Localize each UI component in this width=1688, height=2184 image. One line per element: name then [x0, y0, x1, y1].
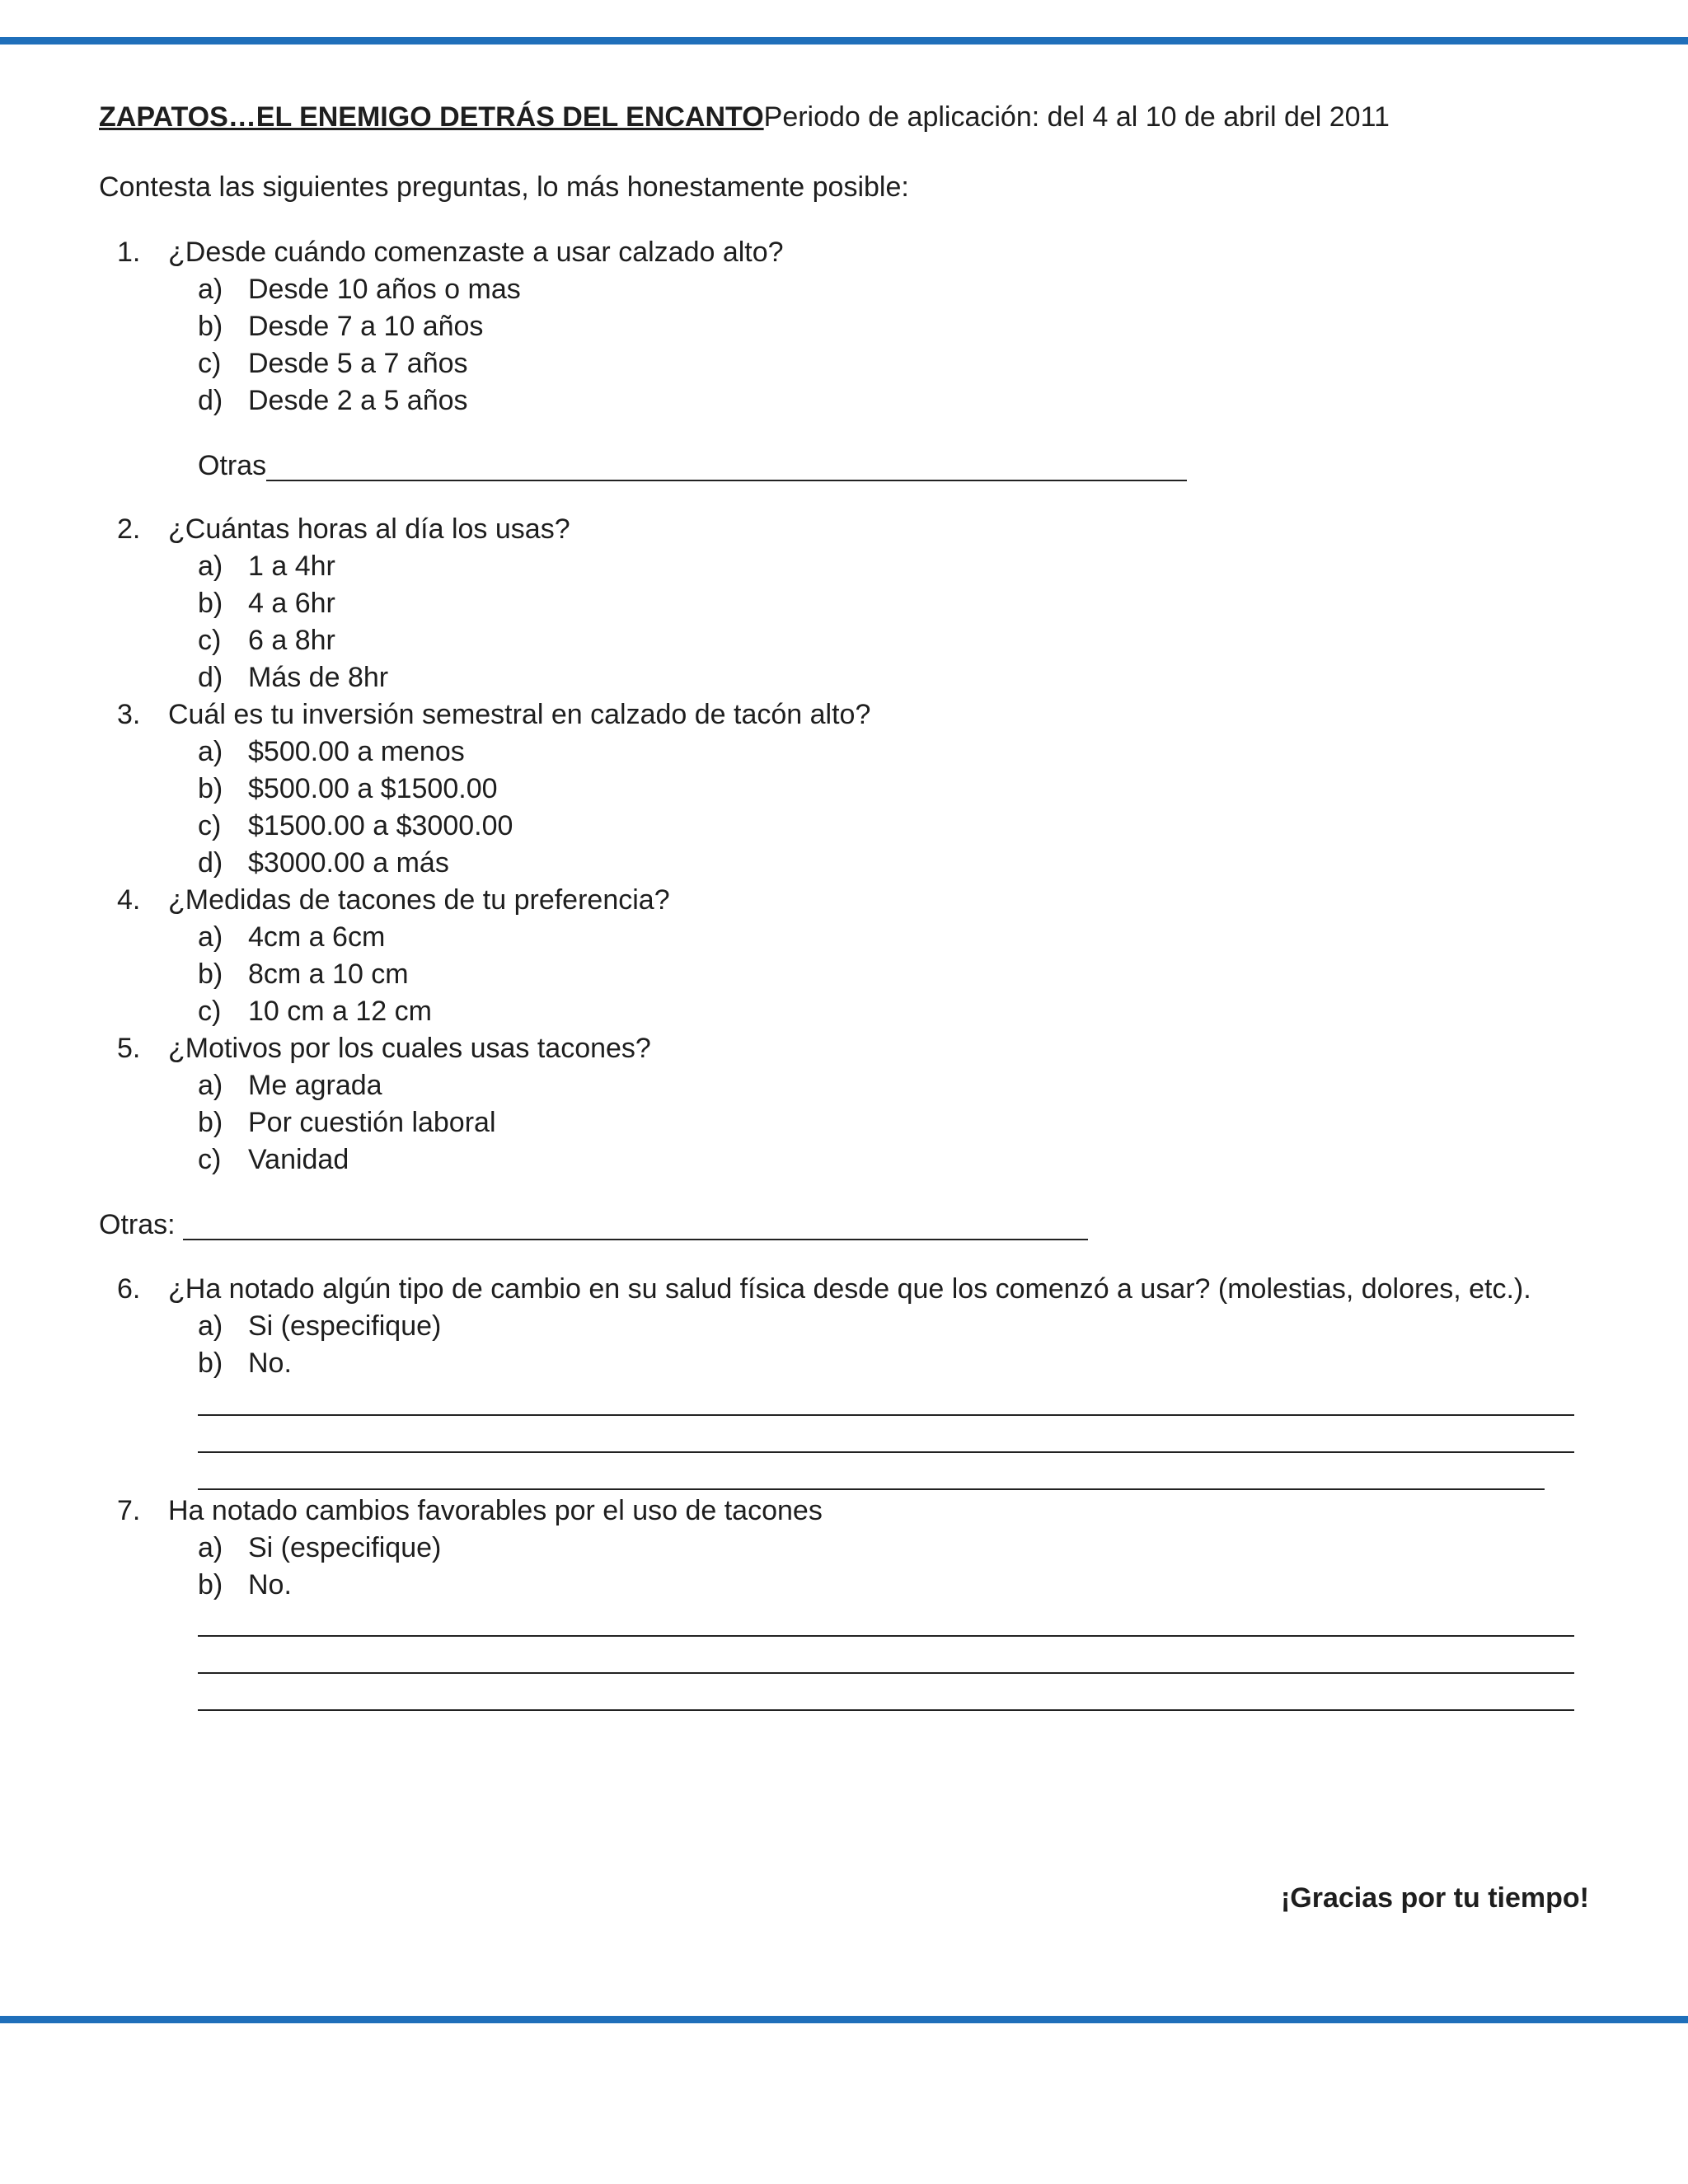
instructions: Contesta las siguientes preguntas, lo más honestamente posible: — [99, 171, 909, 203]
question-3-text: Cuál es tu inversión semestral en calzado de tacón alto? — [168, 699, 871, 730]
q4-option-a[interactable]: 4cm a 6cm — [248, 921, 386, 953]
q5-other-answer-line[interactable] — [183, 1239, 1088, 1240]
q3-option-c-letter: c) — [198, 810, 222, 841]
q2-option-d[interactable]: Más de 8hr — [248, 662, 389, 693]
q6-option-b[interactable]: No. — [248, 1347, 292, 1379]
document-header — [99, 99, 1390, 136]
bottom-rule — [0, 2016, 1688, 2023]
q6-option-b-letter: b) — [198, 1347, 223, 1379]
q1-other-answer-line[interactable] — [266, 480, 1187, 481]
q1-option-b-letter: b) — [198, 311, 223, 342]
q5-option-b-letter: b) — [198, 1107, 223, 1138]
q6-option-a-letter: a) — [198, 1310, 223, 1342]
q7-option-a-letter: a) — [198, 1532, 223, 1563]
q3-option-d[interactable]: $3000.00 a más — [248, 847, 449, 879]
q4-option-b[interactable]: 8cm a 10 cm — [248, 958, 409, 990]
q2-option-a-letter: a) — [198, 551, 223, 582]
question-4-number: 4. — [117, 884, 141, 916]
q4-option-b-letter: b) — [198, 958, 223, 990]
q4-option-c[interactable]: 10 cm a 12 cm — [248, 996, 432, 1027]
top-rule — [0, 37, 1688, 45]
q1-option-b[interactable]: Desde 7 a 10 años — [248, 311, 484, 342]
q2-option-b[interactable]: 4 a 6hr — [248, 588, 335, 619]
q7-option-a[interactable]: Si (especifique) — [248, 1532, 442, 1563]
q2-option-d-letter: d) — [198, 662, 223, 693]
document-title: ZAPATOS…EL ENEMIGO DETRÁS DEL ENCANTO — [99, 101, 764, 133]
question-7-number: 7. — [117, 1495, 141, 1526]
question-2-number: 2. — [117, 513, 141, 545]
question-4-text: ¿Medidas de tacones de tu preferencia? — [168, 884, 670, 916]
q6-option-a[interactable]: Si (especifique) — [248, 1310, 442, 1342]
q3-option-a[interactable]: $500.00 a menos — [248, 736, 465, 767]
question-3-number: 3. — [117, 699, 141, 730]
question-1-number: 1. — [117, 237, 141, 268]
q1-option-d-letter: d) — [198, 385, 223, 416]
q7-option-b[interactable]: No. — [248, 1569, 292, 1601]
question-7-text: Ha notado cambios favorables por el uso de tacones — [168, 1495, 823, 1526]
q5-option-c-letter: c) — [198, 1144, 222, 1175]
q2-option-c-letter: c) — [198, 625, 222, 656]
q3-option-c[interactable]: $1500.00 a $3000.00 — [248, 810, 513, 841]
q3-option-d-letter: d) — [198, 847, 223, 879]
question-2-text: ¿Cuántas horas al día los usas? — [168, 513, 570, 545]
q5-option-b[interactable]: Por cuestión laboral — [248, 1107, 496, 1138]
q4-option-a-letter: a) — [198, 921, 223, 953]
q1-option-c[interactable]: Desde 5 a 7 años — [248, 348, 468, 379]
q2-option-b-letter: b) — [198, 588, 223, 619]
q1-option-a-letter: a) — [198, 274, 223, 305]
question-5-number: 5. — [117, 1033, 141, 1064]
q5-option-a[interactable]: Me agrada — [248, 1070, 382, 1101]
q7-answer-line-2[interactable] — [198, 1672, 1574, 1674]
q1-option-d[interactable]: Desde 2 a 5 años — [248, 385, 468, 416]
q3-option-a-letter: a) — [198, 736, 223, 767]
q1-other-label: Otras — [198, 450, 267, 481]
q6-answer-line-2[interactable] — [198, 1451, 1574, 1453]
q7-answer-line-3[interactable] — [198, 1709, 1574, 1711]
q3-option-b-letter: b) — [198, 773, 223, 804]
q5-other-label: Otras: — [99, 1209, 176, 1240]
application-period: Periodo de aplicación: del 4 al 10 de abril del 2011 — [763, 101, 1390, 133]
question-6-text: ¿Ha notado algún tipo de cambio en su salud física desde que los comenzó a usar? (molestias, dolores, etc.). — [168, 1273, 1531, 1305]
q4-option-c-letter: c) — [198, 996, 222, 1027]
q2-option-a[interactable]: 1 a 4hr — [248, 551, 335, 582]
q3-option-b[interactable]: $500.00 a $1500.00 — [248, 773, 498, 804]
q6-answer-line-1[interactable] — [198, 1414, 1574, 1416]
q1-option-c-letter: c) — [198, 348, 222, 379]
q1-option-a[interactable]: Desde 10 años o mas — [248, 274, 521, 305]
q2-option-c[interactable]: 6 a 8hr — [248, 625, 335, 656]
closing-thanks: ¡Gracias por tu tiempo! — [1280, 1882, 1589, 1914]
q5-option-a-letter: a) — [198, 1070, 223, 1101]
question-1-text: ¿Desde cuándo comenzaste a usar calzado alto? — [168, 237, 784, 268]
question-5-text: ¿Motivos por los cuales usas tacones? — [168, 1033, 651, 1064]
q7-answer-line-1[interactable] — [198, 1635, 1574, 1637]
q6-answer-line-3[interactable] — [198, 1488, 1545, 1490]
q5-option-c[interactable]: Vanidad — [248, 1144, 349, 1175]
q7-option-b-letter: b) — [198, 1569, 223, 1601]
question-6-number: 6. — [117, 1273, 141, 1305]
